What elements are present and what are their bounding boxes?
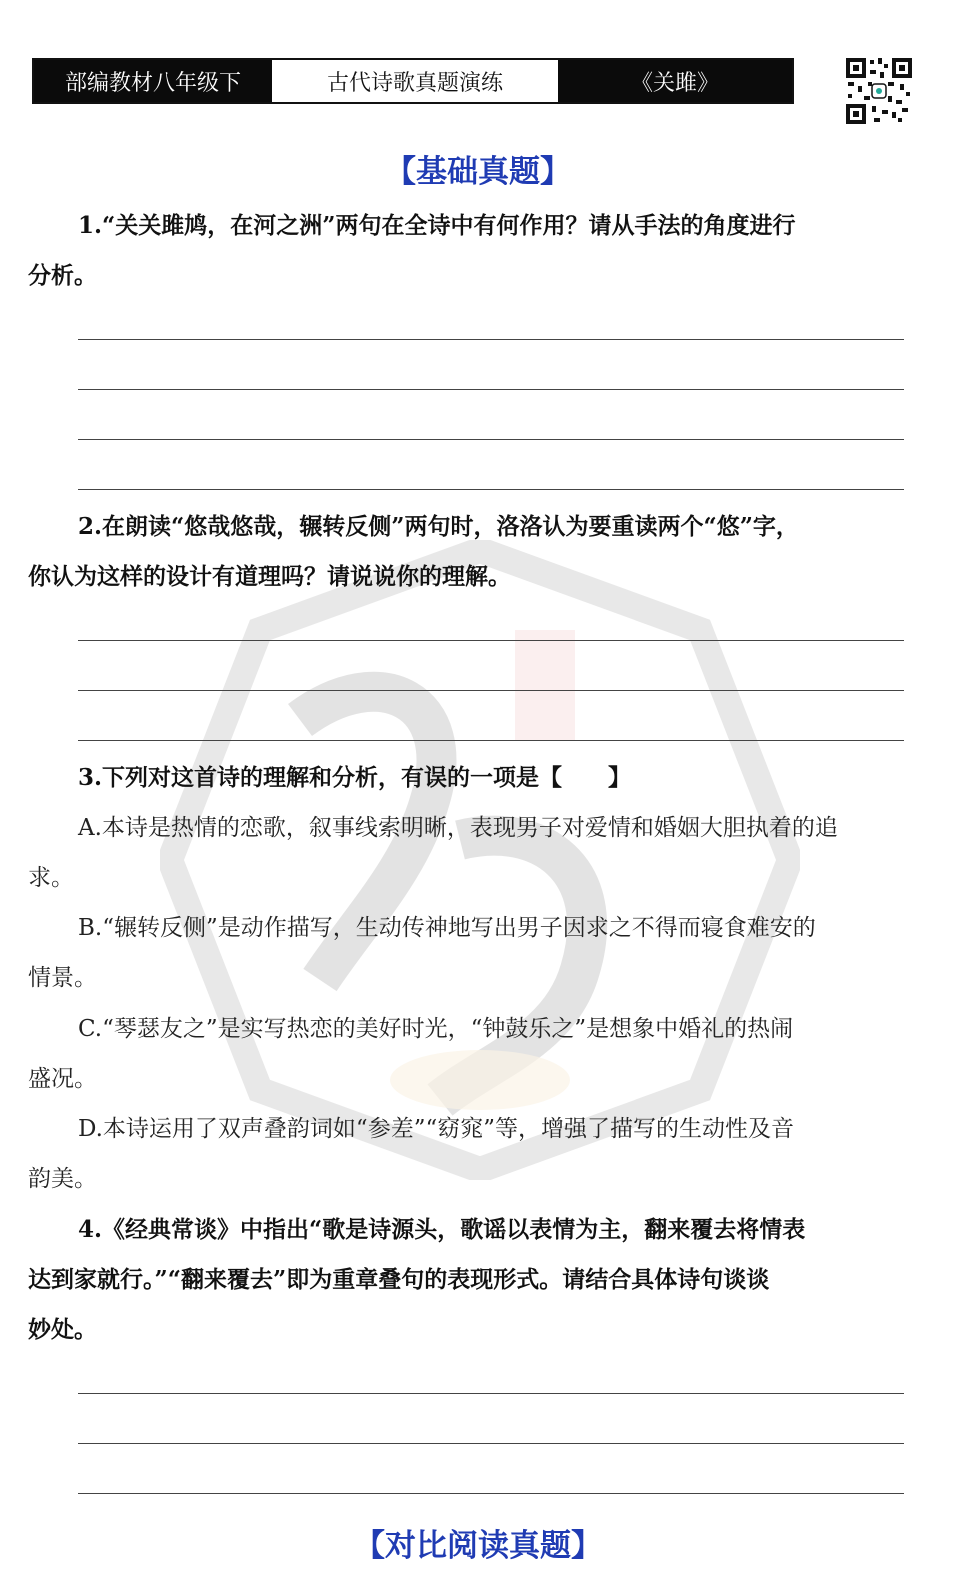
seal-watermark-icon: [160, 540, 800, 1180]
option-c-line-2: 盛况。: [28, 1066, 97, 1092]
header-bar: [32, 58, 794, 104]
option-c-line-1: C.“琴瑟友之”是实写热恋的美好时光，“钟鼓乐之”是想象中婚礼的热闹: [78, 1016, 794, 1042]
question-4-line-1: 4.《经典常谈》中指出“歌是诗源头，歌谣以表情为主，翻来覆去将情表: [78, 1216, 806, 1243]
section-title-basic: 【基础真题】: [385, 154, 571, 190]
qr-code-icon[interactable]: [844, 56, 914, 126]
option-b-line-1: B.“辗转反侧”是动作描写，生动传神地写出男子因求之不得而寝食难安的: [78, 915, 816, 941]
answer-line[interactable]: [78, 690, 904, 691]
answer-line[interactable]: [78, 489, 904, 490]
answer-line[interactable]: [78, 339, 904, 340]
question-2-line-2: 你认为这样的设计有道理吗？请说说你的理解。: [28, 563, 511, 590]
option-d-line-2: 韵美。: [28, 1166, 97, 1192]
grade-label: 部编教材八年级下: [34, 60, 272, 102]
answer-line[interactable]: [78, 439, 904, 440]
question-1-line-2: 分析。: [28, 262, 97, 289]
section-title-compare: 【对比阅读真题】: [354, 1528, 602, 1564]
option-a-line-2: 求。: [28, 865, 74, 891]
answer-line[interactable]: [78, 1493, 904, 1494]
question-4-line-3: 妙处。: [28, 1316, 97, 1343]
answer-line[interactable]: [78, 740, 904, 741]
poem-title: 《关雎》: [558, 60, 792, 102]
answer-line[interactable]: [78, 640, 904, 641]
answer-line[interactable]: [78, 389, 904, 390]
option-d-line-1: D.本诗运用了双声叠韵词如“参差”“窈窕”等，增强了描写的生动性及音: [78, 1116, 794, 1142]
answer-line[interactable]: [78, 1443, 904, 1444]
answer-line[interactable]: [78, 1393, 904, 1394]
category-label: 古代诗歌真题演练: [272, 60, 558, 102]
question-1-line-1: 1.“关关雎鸠，在河之洲”两句在全诗中有何作用？请从手法的角度进行: [78, 212, 796, 239]
option-b-line-2: 情景。: [28, 965, 97, 991]
question-4-line-2: 达到家就行。”“翻来覆去”即为重章叠句的表现形式。请结合具体诗句谈谈: [28, 1266, 770, 1293]
question-3-stem: 3.下列对这首诗的理解和分析，有误的一项是【 】: [78, 764, 632, 791]
question-2-line-1: 2.在朗读“悠哉悠哉，辗转反侧”两句时，洛洛认为要重读两个“悠”字，: [78, 513, 799, 540]
option-a-line-1: A.本诗是热情的恋歌，叙事线索明晰，表现男子对爱情和婚姻大胆执着的追: [78, 815, 838, 841]
